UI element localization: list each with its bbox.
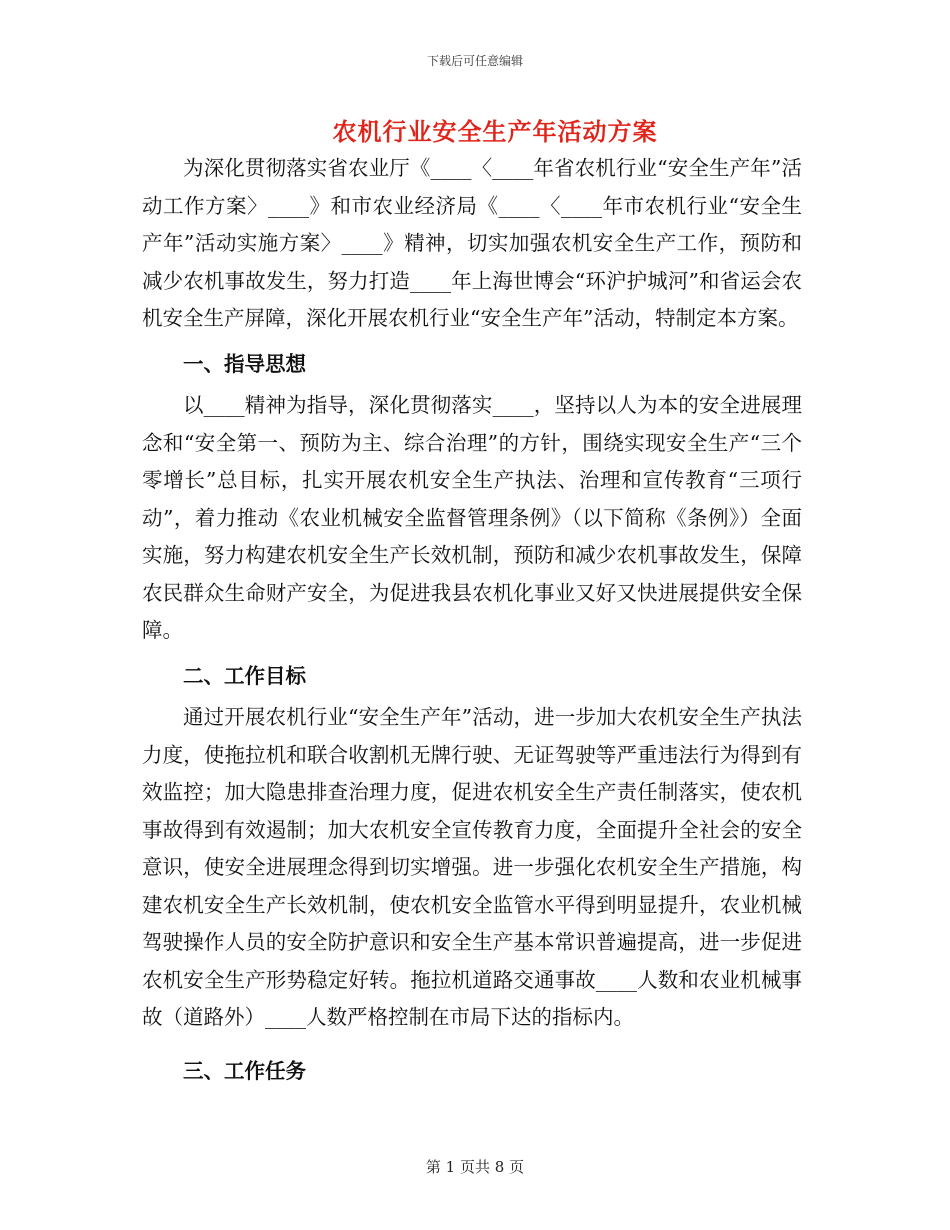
section-paragraph-work-goals: 通过开展农机行业“安全生产年”活动，进一步加大农机安全生产执法力度，使拖拉机和联合收割机无牌行驶、无证驾驶等严重违法行为得到有效监控；加大隐患排查治理力度，促进农机安全生产责任制落实，使农机事故得到有效遏制；加大农机安全宣传教育力度，全面提升全社会的安全意识，使安全进展理念得到切实增强。进一步强化农机安全生产措施，构建农机安全生产长效机制，使农机安全监管水平得到明显提升，农业机械驾驶操作人员的安全防护意识和安全生产基本常识普遍提高，进一步促进农机安全生产形势稳定好转。拖拉机道路交通事故____人数和农业机械事故（道路外）____人数严格控制在市局下达的指标内。 (142, 705, 802, 1029)
document-title: 农机行业安全生产年活动方案 (332, 117, 658, 146)
section-heading-work-tasks: 三、工作任务 (183, 1058, 306, 1083)
intro-paragraph: 为深化贯彻落实省农业厅《____〈____年省农机行业“安全生产年”活动工作方案〉____》和市农业经济局《____〈____年市农机行业“安全生产年”活动实施方案〉____》精神，切实加强农机安全生产工作，预防和减少农机事故发生，努力打造____年上海世博会“环沪护城河”和省运会农机安全生产屏障，深化开展农机行业“安全生产年”活动，特制定本方案。 (142, 156, 802, 330)
page-footer: 第 1 页共 8 页 (425, 1158, 525, 1176)
section-paragraph-guiding-ideology: 以____精神为指导，深化贯彻落实____，坚持以人为本的安全进展理念和“安全第一、预防为主、综合治理”的方针，围绕实现安全生产“三个零增长”总目标，扎实开展农机安全生产执法、治理和宣传教育“三项行动”，着力推动《农业机械安全监督管理条例》（以下简称《条例》）全面实施，努力构建农机安全生产长效机制，预防和减少农机事故发生，保障农民群众生命财产安全，为促进我县农机化事业又好又快进展提供安全保障。 (142, 393, 802, 642)
section-heading-guiding-ideology: 一、指导思想 (183, 351, 306, 376)
section-heading-work-goals: 二、工作目标 (183, 663, 306, 688)
document-body (142, 150, 802, 1094)
header-note: 下载后可任意编辑 (426, 54, 523, 68)
